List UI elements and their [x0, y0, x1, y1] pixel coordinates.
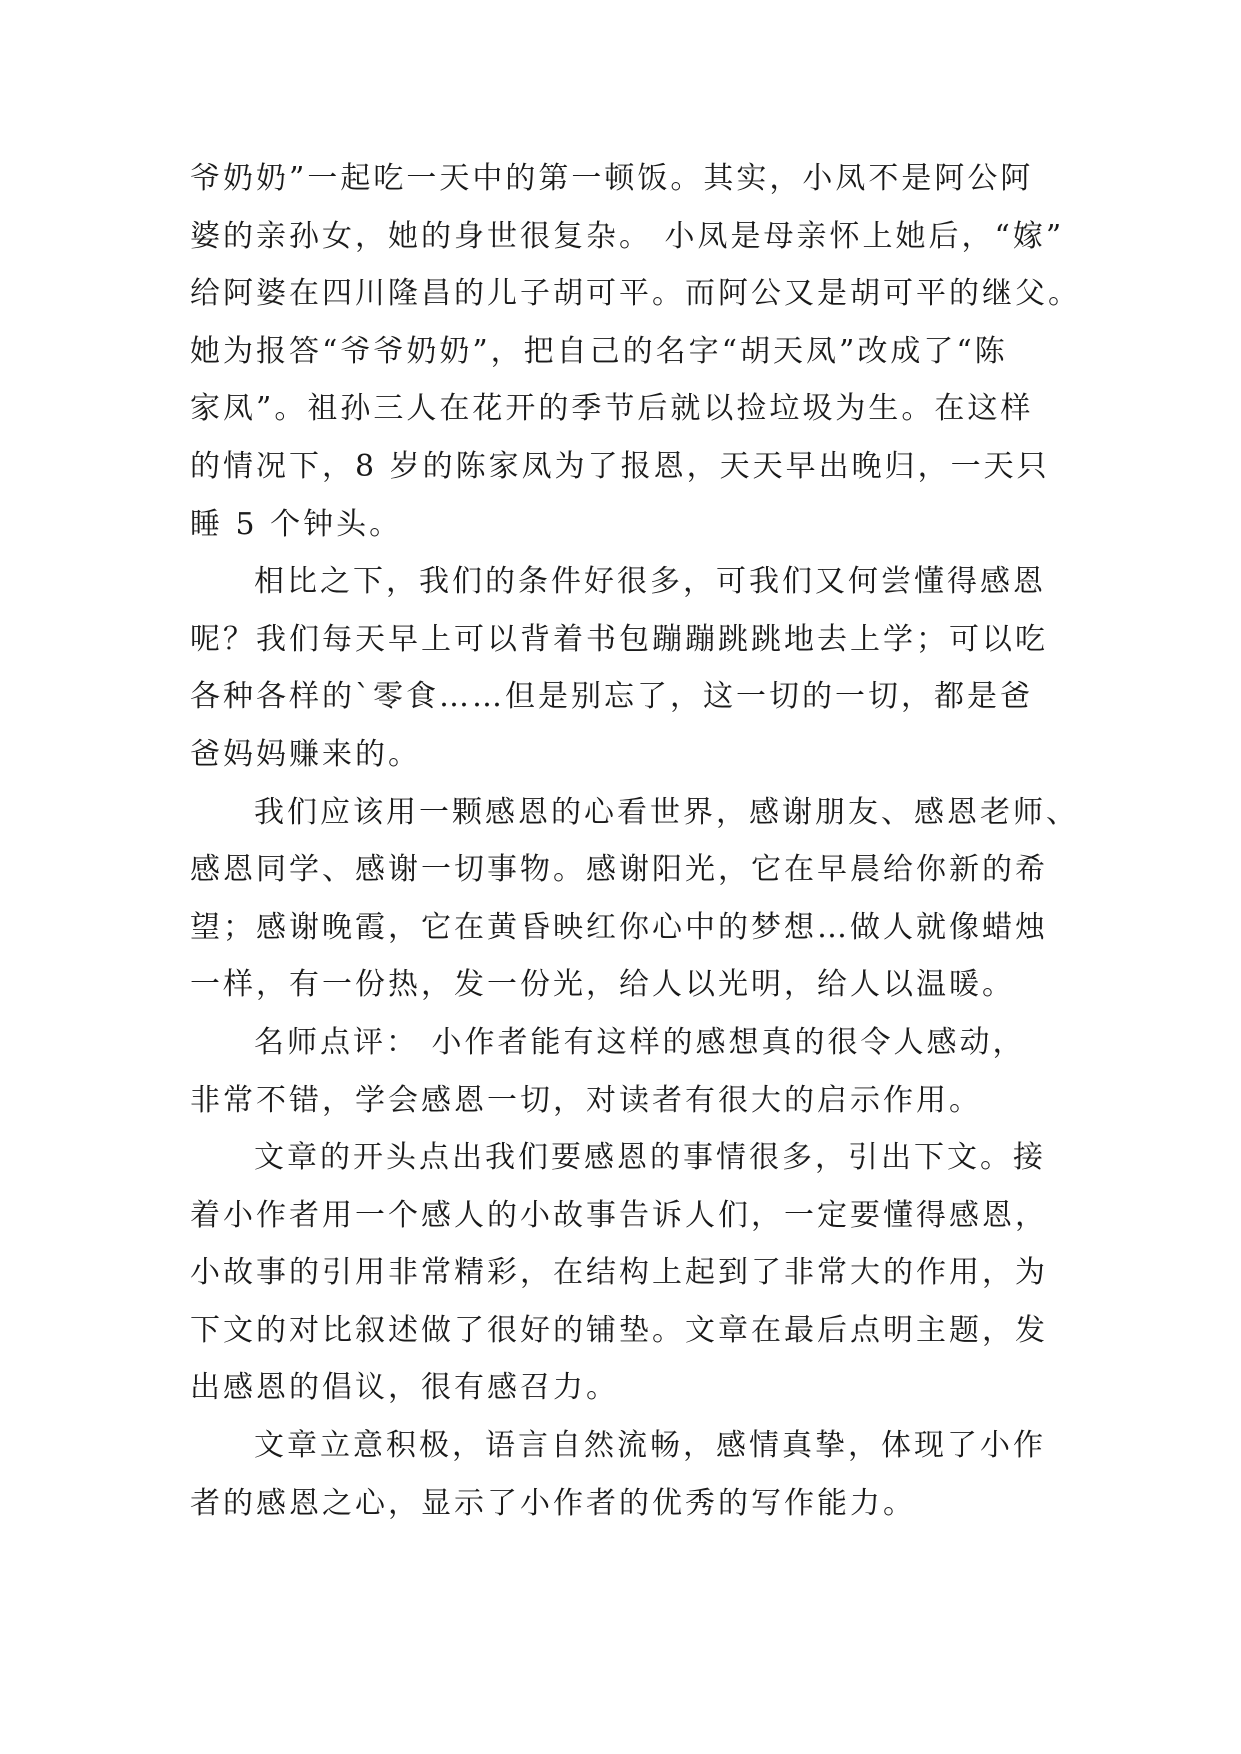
paragraph	[190, 150, 1081, 553]
text-line: 者的感恩之心，显示了小作者的优秀的写作能力。	[190, 1485, 916, 1521]
paragraph	[190, 784, 1079, 1014]
text-line: 下文的对比叙述做了很好的铺垫。文章在最后点明主题，发	[190, 1312, 1048, 1348]
text-line: 给阿婆在四川隆昌的儿子胡可平。而阿公又是胡可平的继父。	[190, 276, 1081, 312]
text-line: 爷奶奶”一起吃一天中的第一顿饭。其实，小凤不是阿公阿	[190, 161, 1034, 196]
text-line: 文章的开头点出我们要感恩的事情很多，引出下文。接	[254, 1140, 1046, 1176]
text-line: 她为报答“爷爷奶奶”，把自己的名字“胡天凤”改成了“陈	[190, 333, 1008, 369]
text-line: 家凤”。祖孙三人在花开的季节后就以捡垃圾为生。在这样	[190, 391, 1034, 427]
text-line: 爸妈妈赚来的。	[190, 736, 421, 772]
text-line: 名师点评： 小作者能有这样的感想真的很令人感动，	[254, 1024, 1026, 1060]
text-line: 各种各样的`零食……但是别忘了，这一切的一切，都是爸	[190, 679, 1033, 715]
text-line: 文章立意积极，语言自然流畅，感情真挚，体现了小作	[254, 1428, 1046, 1464]
text-line: 感恩同学、感谢一切事物。感谢阳光，它在早晨给你新的希	[190, 852, 1048, 888]
text-line: 出感恩的倡议，很有感召力。	[190, 1370, 619, 1406]
text-line: 小故事的引用非常精彩，在结构上起到了非常大的作用，为	[190, 1255, 1048, 1291]
paragraph	[190, 1014, 1070, 1129]
paragraph	[190, 553, 1070, 783]
text-line: 非常不错，学会感恩一切，对读者有很大的启示作用。	[190, 1082, 982, 1118]
text-line: 我们应该用一颗感恩的心看世界，感谢朋友、感恩老师、	[254, 794, 1079, 830]
text-line: 相比之下，我们的条件好很多，可我们又何尝懂得感恩	[254, 564, 1046, 600]
text-line: 的情况下，8 岁的陈家凤为了报恩，天天早出晚归，一天只	[190, 448, 1050, 484]
text-line: 着小作者用一个感人的小故事告诉人们，一定要懂得感恩，	[190, 1197, 1048, 1233]
paragraph	[190, 1129, 1070, 1417]
text-line: 婆的亲孙女，她的身世很复杂。 小凤是母亲怀上她后，“嫁”	[190, 218, 1065, 254]
text-line: 一样，有一份热，发一份光，给人以光明，给人以温暖。	[190, 967, 1015, 1003]
text-line: 呢？我们每天早上可以背着书包蹦蹦跳跳地去上学；可以吃	[190, 621, 1048, 657]
text-line: 望；感谢晚霞，它在黄昏映红你心中的梦想…做人就像蜡烛	[190, 909, 1048, 945]
text-line: 睡 5 个钟头。	[190, 506, 403, 542]
paragraph	[190, 1417, 1070, 1532]
article-body	[190, 150, 1081, 1532]
